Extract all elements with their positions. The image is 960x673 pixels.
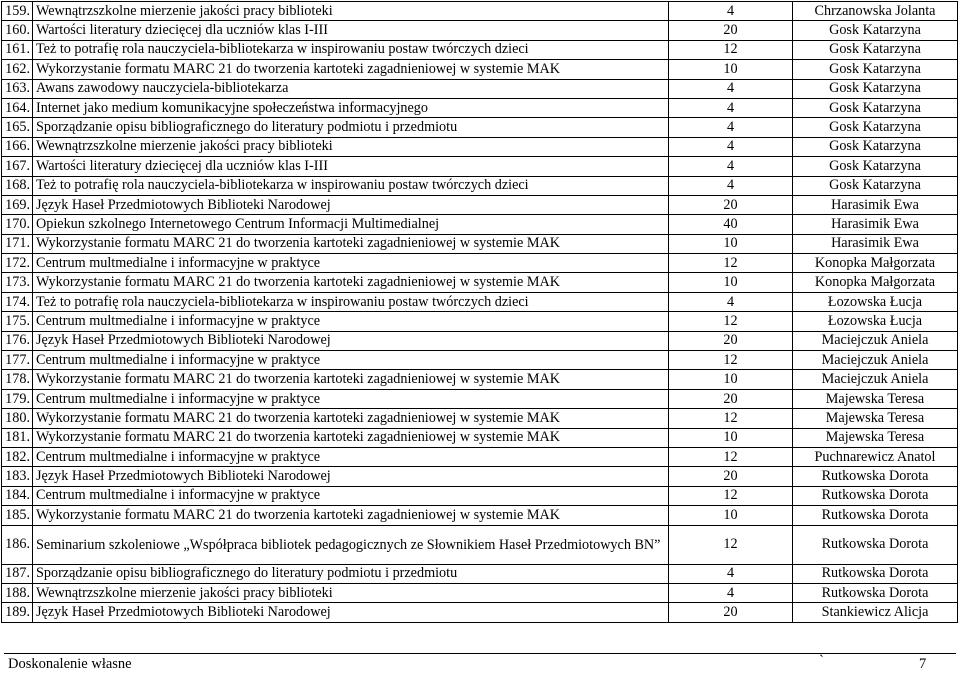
table-row: [2, 506, 958, 525]
row-number: 177.: [2, 351, 33, 370]
course-title: Też to potrafię rola nauczyciela-bibliotekarza w inspirowaniu postaw twórczych dzieci: [33, 292, 669, 311]
table-row: [2, 79, 958, 98]
course-hours: 4: [669, 118, 793, 137]
course-title: Centrum multmedialne i informacyjne w praktyce: [33, 389, 669, 408]
course-hours: 20: [669, 603, 793, 622]
course-hours: 10: [669, 428, 793, 447]
row-number: 167.: [2, 157, 33, 176]
course-hours: 4: [669, 564, 793, 583]
course-hours: 12: [669, 312, 793, 331]
course-title: Wykorzystanie formatu MARC 21 do tworzenia kartoteki zagadnieniowej w systemie MAK: [33, 370, 669, 389]
table-row: [2, 312, 958, 331]
course-title: Wykorzystanie formatu MARC 21 do tworzenia kartoteki zagadnieniowej w systemie MAK: [33, 60, 669, 79]
course-title: Wartości literatury dziecięcej dla uczniów klas I-III: [33, 21, 669, 40]
table-row: [2, 273, 958, 292]
course-hours: 4: [669, 157, 793, 176]
table-row: [2, 525, 958, 564]
row-number: 168.: [2, 176, 33, 195]
footer-mark: `: [819, 653, 824, 669]
row-number: 164.: [2, 98, 33, 117]
course-title: Wartości literatury dziecięcej dla uczniów klas I-III: [33, 157, 669, 176]
course-title: Sporządzanie opisu bibliograficznego do literatury podmiotu i przedmiotu: [33, 564, 669, 583]
participant-name: Gosk Katarzyna: [793, 137, 958, 156]
participant-name: Harasimik Ewa: [793, 195, 958, 214]
participant-name: Harasimik Ewa: [793, 215, 958, 234]
participant-name: Rutkowska Dorota: [793, 583, 958, 602]
participant-name: Łozowska Łucja: [793, 292, 958, 311]
participant-name: Maciejczuk Aniela: [793, 370, 958, 389]
participant-name: Majewska Teresa: [793, 428, 958, 447]
table-row: [2, 409, 958, 428]
course-title: Wewnątrzszkolne mierzenie jakości pracy biblioteki: [33, 583, 669, 602]
page-footer: [4, 653, 956, 672]
participant-name: Gosk Katarzyna: [793, 118, 958, 137]
participant-name: Rutkowska Dorota: [793, 506, 958, 525]
course-title: Język Haseł Przedmiotowych Biblioteki Narodowej: [33, 603, 669, 622]
table-row: [2, 292, 958, 311]
table-row: [2, 331, 958, 350]
participant-name: Chrzanowska Jolanta: [793, 2, 958, 21]
course-hours: 20: [669, 389, 793, 408]
course-title: Centrum multmedialne i informacyjne w praktyce: [33, 351, 669, 370]
course-title: Wykorzystanie formatu MARC 21 do tworzenia kartoteki zagadnieniowej w systemie MAK: [33, 273, 669, 292]
table-row: [2, 603, 958, 622]
participant-name: Rutkowska Dorota: [793, 467, 958, 486]
participant-name: Majewska Teresa: [793, 409, 958, 428]
participant-name: Maciejczuk Aniela: [793, 331, 958, 350]
course-title: Wewnątrzszkolne mierzenie jakości pracy biblioteki: [33, 2, 669, 21]
table-row: [2, 195, 958, 214]
table-row: [2, 60, 958, 79]
row-number: 160.: [2, 21, 33, 40]
participant-name: Gosk Katarzyna: [793, 79, 958, 98]
participant-name: Gosk Katarzyna: [793, 157, 958, 176]
table-row: [2, 389, 958, 408]
participant-name: Łozowska Łucja: [793, 312, 958, 331]
row-number: 183.: [2, 467, 33, 486]
row-number: 163.: [2, 79, 33, 98]
table-row: [2, 254, 958, 273]
participant-name: Gosk Katarzyna: [793, 176, 958, 195]
course-title: Wykorzystanie formatu MARC 21 do tworzenia kartoteki zagadnieniowej w systemie MAK: [33, 428, 669, 447]
course-hours: 4: [669, 79, 793, 98]
course-hours: 4: [669, 176, 793, 195]
course-hours: 10: [669, 506, 793, 525]
course-hours: 12: [669, 351, 793, 370]
participant-name: Harasimik Ewa: [793, 234, 958, 253]
course-title: Centrum multmedialne i informacyjne w praktyce: [33, 447, 669, 466]
row-number: 179.: [2, 389, 33, 408]
row-number: 169.: [2, 195, 33, 214]
course-hours: 12: [669, 40, 793, 59]
course-title: Język Haseł Przedmiotowych Biblioteki Narodowej: [33, 195, 669, 214]
participant-name: Stankiewicz Alicja: [793, 603, 958, 622]
participant-name: Majewska Teresa: [793, 389, 958, 408]
table-row: [2, 583, 958, 602]
row-number: 161.: [2, 40, 33, 59]
course-hours: 20: [669, 331, 793, 350]
course-hours: 4: [669, 98, 793, 117]
course-title: Centrum multmedialne i informacyjne w praktyce: [33, 254, 669, 273]
course-title: Opiekun szkolnego Internetowego Centrum Informacji Multimedialnej: [33, 215, 669, 234]
participant-name: Gosk Katarzyna: [793, 98, 958, 117]
course-title: Też to potrafię rola nauczyciela-bibliotekarza w inspirowaniu postaw twórczych dzieci: [33, 176, 669, 195]
table-row: [2, 351, 958, 370]
row-number: 159.: [2, 2, 33, 21]
table-row: [2, 215, 958, 234]
row-number: 175.: [2, 312, 33, 331]
course-hours: 10: [669, 234, 793, 253]
course-hours: 4: [669, 292, 793, 311]
row-number: 185.: [2, 506, 33, 525]
participant-name: Konopka Małgorzata: [793, 273, 958, 292]
course-hours: 4: [669, 2, 793, 21]
table-row: [2, 486, 958, 505]
participant-name: Maciejczuk Aniela: [793, 351, 958, 370]
table-row: [2, 564, 958, 583]
participant-name: Gosk Katarzyna: [793, 60, 958, 79]
footer-label: Doskonalenie własne: [8, 656, 132, 672]
course-title: Internet jako medium komunikacyjne społeczeństwa informacyjnego: [33, 98, 669, 117]
row-number: 189.: [2, 603, 33, 622]
table-row: [2, 467, 958, 486]
row-number: 174.: [2, 292, 33, 311]
course-title: Seminarium szkoleniowe „Współpraca bibliotek pedagogicznych ze Słownikiem Haseł Przedmiotowych BN”: [33, 525, 669, 564]
table-row: [2, 2, 958, 21]
table-row: [2, 234, 958, 253]
participant-name: Puchnarewicz Anatol: [793, 447, 958, 466]
course-hours: 4: [669, 137, 793, 156]
course-title: Wewnątrzszkolne mierzenie jakości pracy biblioteki: [33, 137, 669, 156]
course-hours: 10: [669, 370, 793, 389]
row-number: 173.: [2, 273, 33, 292]
participant-name: Gosk Katarzyna: [793, 21, 958, 40]
table-row: [2, 118, 958, 137]
table-row: [2, 137, 958, 156]
course-hours: 20: [669, 21, 793, 40]
course-title: Wykorzystanie formatu MARC 21 do tworzenia kartoteki zagadnieniowej w systemie MAK: [33, 409, 669, 428]
row-number: 170.: [2, 215, 33, 234]
row-number: 176.: [2, 331, 33, 350]
course-hours: 20: [669, 467, 793, 486]
row-number: 182.: [2, 447, 33, 466]
participant-name: Rutkowska Dorota: [793, 525, 958, 564]
table-row: [2, 447, 958, 466]
table-row: [2, 40, 958, 59]
course-title: Język Haseł Przedmiotowych Biblioteki Narodowej: [33, 331, 669, 350]
table-row: [2, 428, 958, 447]
row-number: 188.: [2, 583, 33, 602]
courses-table: [1, 1, 958, 623]
course-hours: 10: [669, 273, 793, 292]
page-number: 7: [919, 656, 927, 672]
course-title: Centrum multmedialne i informacyjne w praktyce: [33, 486, 669, 505]
row-number: 180.: [2, 409, 33, 428]
participant-name: Konopka Małgorzata: [793, 254, 958, 273]
participant-name: Rutkowska Dorota: [793, 564, 958, 583]
row-number: 171.: [2, 234, 33, 253]
course-title: Język Haseł Przedmiotowych Biblioteki Narodowej: [33, 467, 669, 486]
courses-table-body: [2, 2, 958, 623]
row-number: 165.: [2, 118, 33, 137]
course-title: Centrum multmedialne i informacyjne w praktyce: [33, 312, 669, 331]
row-number: 184.: [2, 486, 33, 505]
course-hours: 12: [669, 409, 793, 428]
course-hours: 4: [669, 583, 793, 602]
participant-name: Rutkowska Dorota: [793, 486, 958, 505]
course-hours: 12: [669, 254, 793, 273]
course-title: Też to potrafię rola nauczyciela-bibliotekarza w inspirowaniu postaw twórczych dzieci: [33, 40, 669, 59]
table-row: [2, 176, 958, 195]
course-hours: 12: [669, 486, 793, 505]
table-row: [2, 21, 958, 40]
row-number: 181.: [2, 428, 33, 447]
course-title: Wykorzystanie formatu MARC 21 do tworzenia kartoteki zagadnieniowej w systemie MAK: [33, 506, 669, 525]
row-number: 166.: [2, 137, 33, 156]
row-number: 187.: [2, 564, 33, 583]
course-hours: 10: [669, 60, 793, 79]
table-row: [2, 98, 958, 117]
table-row: [2, 157, 958, 176]
row-number: 186.: [2, 525, 33, 564]
course-hours: 12: [669, 447, 793, 466]
course-hours: 12: [669, 525, 793, 564]
table-row: [2, 370, 958, 389]
course-title: Wykorzystanie formatu MARC 21 do tworzenia kartoteki zagadnieniowej w systemie MAK: [33, 234, 669, 253]
row-number: 178.: [2, 370, 33, 389]
course-hours: 40: [669, 215, 793, 234]
participant-name: Gosk Katarzyna: [793, 40, 958, 59]
row-number: 172.: [2, 254, 33, 273]
course-title: Sporządzanie opisu bibliograficznego do literatury podmiotu i przedmiotu: [33, 118, 669, 137]
row-number: 162.: [2, 60, 33, 79]
course-hours: 20: [669, 195, 793, 214]
course-title: Awans zawodowy nauczyciela-bibliotekarza: [33, 79, 669, 98]
